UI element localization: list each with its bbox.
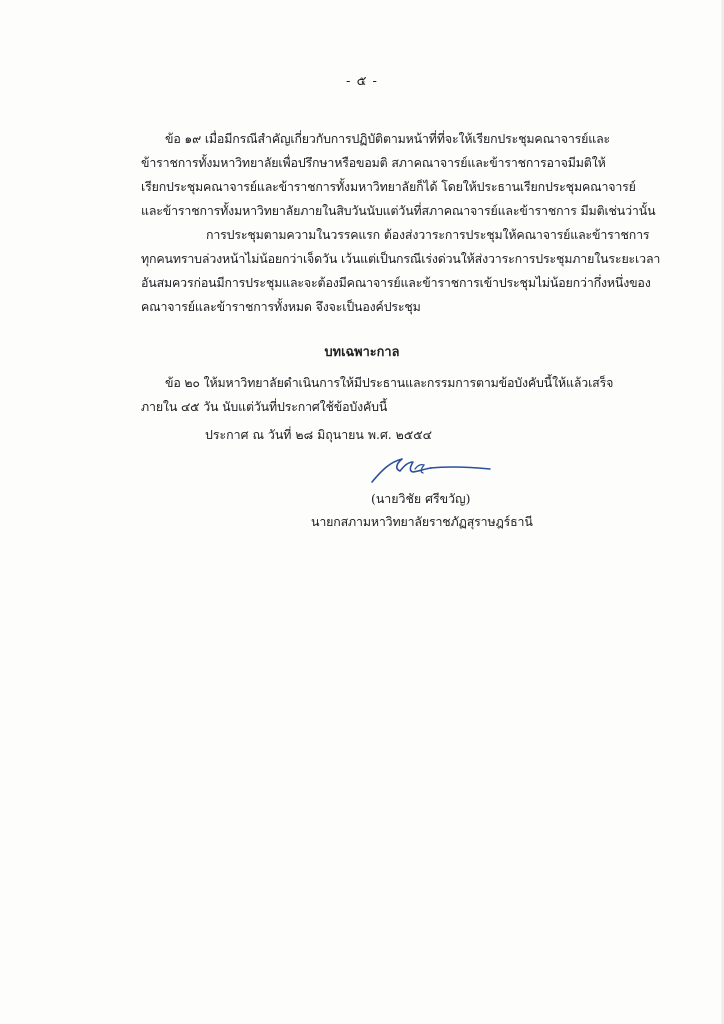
section-19-line-7: อันสมควรก่อนมีการประชุมและจะต้องมีคณาจารย์และข้าราชการเข้าประชุมไม่น้อยกว่ากึ่งหนึ่งของ [141, 275, 651, 290]
announcement-date: ประกาศ ณ วันที่ ๒๘ มิถุนายน พ.ศ. ๒๕๕๔ [205, 427, 432, 442]
section-20-line-1: ข้อ ๒๐ ให้มหาวิทยาลัยดำเนินการให้มีประธานและกรรมการตามข้อบังคับนี้ให้แล้วเสร็จ [165, 375, 614, 390]
section-19-line-8: คณาจารย์และข้าราชการทั้งหมด จึงจะเป็นองค์ประชุม [141, 299, 421, 314]
page-number: - ๕ - [346, 74, 378, 89]
section-19-line-5: การประชุมตามความในวรรคแรก ต้องส่งวาระการประชุมให้คณาจารย์และข้าราชการ [206, 227, 650, 242]
signatory-position: นายกสภามหาวิทยาลัยราชภัฏสุราษฎร์ธานี [311, 514, 533, 529]
section-19-line-1: ข้อ ๑๙ เมื่อมีกรณีสำคัญเกี่ยวกับการปฏิบัติตามหน้าที่ที่จะให้เรียกประชุมคณาจารย์และ [165, 131, 611, 146]
transitional-heading: บทเฉพาะกาล [324, 345, 400, 360]
signatory-name: (นายวิชัย ศรีขวัญ) [371, 491, 471, 506]
section-20-line-2: ภายใน ๔๕ วัน นับแต่วันที่ประกาศใช้ข้อบังคับนี้ [141, 399, 388, 414]
section-19-line-4: และข้าราชการทั้งมหาวิทยาลัยภายในสิบวันนับแต่วันที่สภาคณาจารย์และข้าราชการ มีมติเช่นว่านั้น [141, 203, 656, 218]
section-19-line-3: เรียกประชุมคณาจารย์และข้าราชการทั้งมหาวิทยาลัยก็ได้ โดยให้ประธานเรียกประชุมคณาจารย์ [141, 179, 636, 194]
section-19-line-2: ข้าราชการทั้งมหาวิทยาลัยเพื่อปรึกษาหรือขอมติ สภาคณาจารย์และข้าราชการอาจมีมติให้ [141, 155, 606, 170]
section-19-line-6: ทุกคนทราบล่วงหน้าไม่น้อยกว่าเจ็ดวัน เว้นแต่เป็นกรณีเร่งด่วนให้ส่งวาระการประชุมภายในระยะเวลา [141, 251, 661, 266]
handwritten-signature [360, 450, 500, 490]
